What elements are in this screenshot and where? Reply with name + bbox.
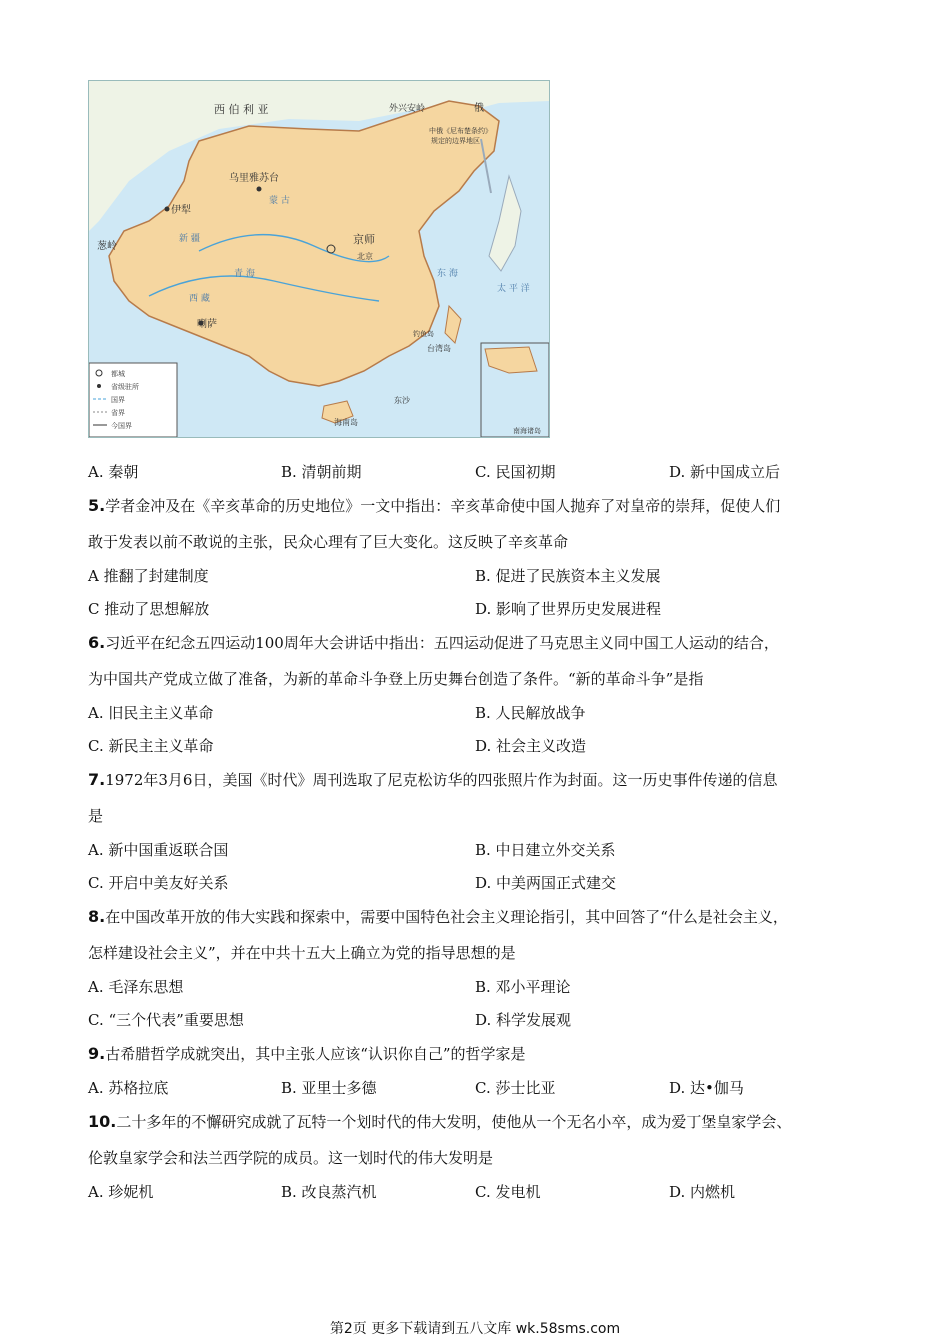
- q9-option-a[interactable]: A. 苏格拉底: [88, 1079, 169, 1097]
- q9-option-b[interactable]: B. 亚里士多德: [281, 1079, 377, 1097]
- q5-option-c[interactable]: C 推动了思想解放: [88, 600, 210, 618]
- q10-stem-line2: [88, 1146, 868, 1170]
- label-treaty-note-2: 规定的边界地区: [431, 137, 480, 145]
- label-mongolia: 蒙 古: [269, 196, 290, 206]
- label-treaty-note-1: 中俄《尼布楚条约》: [429, 127, 492, 135]
- q8-option-a[interactable]: A. 毛泽东思想: [88, 978, 184, 996]
- provincial-seat-icon: [97, 384, 101, 388]
- q6-options-row2: [88, 734, 868, 758]
- q10-stem-line1: [88, 1110, 868, 1134]
- q4-option-c[interactable]: C. 民国初期: [475, 463, 556, 481]
- q6-option-d[interactable]: D. 社会主义改造: [475, 737, 587, 755]
- label-xinjiang: 新 疆: [179, 234, 200, 244]
- q4-options: [88, 460, 868, 484]
- q8-option-c[interactable]: C. “三个代表”重要思想: [88, 1011, 244, 1029]
- q8-option-d[interactable]: D. 科学发展观: [475, 1011, 572, 1029]
- yili-marker-icon: [165, 207, 170, 212]
- q8-number: 8.: [88, 907, 106, 926]
- q8-text-line2: 怎样建设社会主义”，并在中共十五大上确立为党的指导思想的是: [88, 944, 516, 962]
- q5-option-b[interactable]: B. 促进了民族资本主义发展: [475, 567, 661, 585]
- label-taiwan: 台湾岛: [427, 344, 451, 353]
- q7-option-d[interactable]: D. 中美两国正式建交: [475, 874, 617, 892]
- q8-stem-line2: [88, 941, 868, 965]
- label-qinghai: 青 海: [234, 269, 255, 279]
- q7-option-c[interactable]: C. 开启中美友好关系: [88, 874, 229, 892]
- q6-option-a[interactable]: A. 旧民主主义革命: [88, 704, 214, 722]
- q5-text-line2: 敢于发表以前不敢说的主张，民众心理有了巨大变化。这反映了辛亥革命: [88, 533, 569, 551]
- legend-provincial-seat: 省级驻所: [111, 383, 139, 391]
- q7-number: 7.: [88, 770, 106, 789]
- label-amur: 外兴安岭: [389, 104, 426, 114]
- page-footer: 第2页 更多下载请到五八文库 wk.58sms.com: [329, 1321, 621, 1337]
- map-svg: [89, 81, 549, 437]
- q9-stem-line1: [88, 1042, 868, 1066]
- legend-national-border: 国界: [111, 396, 125, 404]
- label-south-sea-islands: 南海诸岛: [513, 427, 541, 435]
- q9-option-d[interactable]: D. 达•伽马: [669, 1079, 744, 1097]
- label-uliastai: 乌里雅苏台: [229, 173, 279, 184]
- legend-province-border: 省界: [111, 409, 125, 417]
- q10-option-b[interactable]: B. 改良蒸汽机: [281, 1183, 377, 1201]
- q4-option-a[interactable]: A. 秦朝: [88, 463, 139, 481]
- q7-text-line2: 是: [88, 807, 104, 825]
- q6-option-c[interactable]: C. 新民主主义革命: [88, 737, 214, 755]
- q6-option-b[interactable]: B. 人民解放战争: [475, 704, 586, 722]
- q10-option-d[interactable]: D. 内燃机: [669, 1183, 736, 1201]
- q6-options-row1: [88, 701, 868, 725]
- q5-options-row1: [88, 564, 868, 588]
- q9-number: 9.: [88, 1044, 106, 1063]
- q7-option-a[interactable]: A. 新中国重返联合国: [88, 841, 229, 859]
- label-siberia: 西 伯 利 亚: [214, 103, 269, 116]
- label-dongsha: 东沙: [394, 396, 410, 405]
- q7-text-line1: 1972年3月6日，美国《时代》周刊选取了尼克松访华的四张照片作为封面。这一历史事件传递的信息: [105, 771, 778, 789]
- q9-text-line1: 古希腊哲学成就突出，其中主张人应该“认识你自己”的哲学家是: [105, 1045, 526, 1063]
- q6-stem-line2: [88, 667, 868, 691]
- q5-stem-line1: [88, 494, 868, 518]
- label-tibet: 西 藏: [189, 294, 210, 304]
- q5-option-d[interactable]: D. 影响了世界历史发展进程: [475, 600, 662, 618]
- q9-option-c[interactable]: C. 莎士比亚: [475, 1079, 556, 1097]
- q5-stem-line2: [88, 530, 868, 554]
- q10-number: 10.: [88, 1112, 117, 1131]
- q6-number: 6.: [88, 633, 106, 652]
- q10-option-a[interactable]: A. 珍妮机: [88, 1183, 154, 1201]
- q5-options-row2: [88, 597, 868, 621]
- label-lhasa: 喇萨: [197, 319, 217, 330]
- label-russia: 俄: [474, 103, 484, 114]
- q7-options-row2: [88, 871, 868, 895]
- q6-stem-line1: [88, 631, 868, 655]
- label-hainan: 海南岛: [334, 418, 358, 427]
- label-jingshi: 京师: [353, 233, 375, 246]
- qing-map-figure: [88, 80, 550, 438]
- q4-option-b[interactable]: B. 清朝前期: [281, 463, 362, 481]
- label-east-sea: 东 海: [437, 269, 458, 279]
- q7-option-b[interactable]: B. 中日建立外交关系: [475, 841, 616, 859]
- q4-option-d[interactable]: D. 新中国成立后: [669, 463, 781, 481]
- q8-options-row1: [88, 975, 868, 999]
- q5-number: 5.: [88, 496, 106, 515]
- q7-options-row1: [88, 838, 868, 862]
- legend-modern-border: 今国界: [111, 422, 132, 430]
- q9-options: [88, 1076, 868, 1100]
- label-diaoyu: 钓鱼岛: [413, 330, 434, 338]
- q8-options-row2: [88, 1008, 868, 1032]
- uliastai-marker-icon: [257, 187, 262, 192]
- q8-option-b[interactable]: B. 邓小平理论: [475, 978, 571, 996]
- q7-stem-line1: [88, 768, 868, 792]
- label-yili: 伊犁: [171, 205, 191, 216]
- q10-option-c[interactable]: C. 发电机: [475, 1183, 541, 1201]
- q7-stem-line2: [88, 804, 868, 828]
- label-pacific: 太 平 洋: [497, 284, 530, 294]
- label-beijing: 北京: [357, 252, 373, 261]
- legend-capital: 都城: [111, 370, 125, 378]
- q5-option-a[interactable]: A 推翻了封建制度: [88, 567, 209, 585]
- q8-stem-line1: [88, 905, 868, 929]
- q8-text-line1: 在中国改革开放的伟大实践和探索中，需要中国特色社会主义理论指引，其中回答了“什么是社会主义，: [105, 908, 788, 926]
- q10-options: [88, 1180, 868, 1204]
- label-congling: 葱岭: [97, 241, 117, 252]
- q6-text-line1: 习近平在纪念五四运动100周年大会讲话中指出：五四运动促进了马克思主义同中国工人运动的结合，: [105, 634, 779, 652]
- q6-text-line2: 为中国共产党成立做了准备，为新的革命斗争登上历史舞台创造了条件。“新的革命斗争”是指: [88, 670, 704, 688]
- q10-text-line2: 伦敦皇家学会和法兰西学院的成员。这一划时代的伟大发明是: [88, 1149, 494, 1167]
- q5-text-line1: 学者金冲及在《辛亥革命的历史地位》一文中指出：辛亥革命使中国人抛弃了对皇帝的崇拜，促使人们: [105, 497, 781, 515]
- q10-text-line1: 二十多年的不懈研究成就了瓦特一个划时代的伟大发明，使他从一个无名小卒，成为爱丁堡皇家学会、: [116, 1113, 792, 1131]
